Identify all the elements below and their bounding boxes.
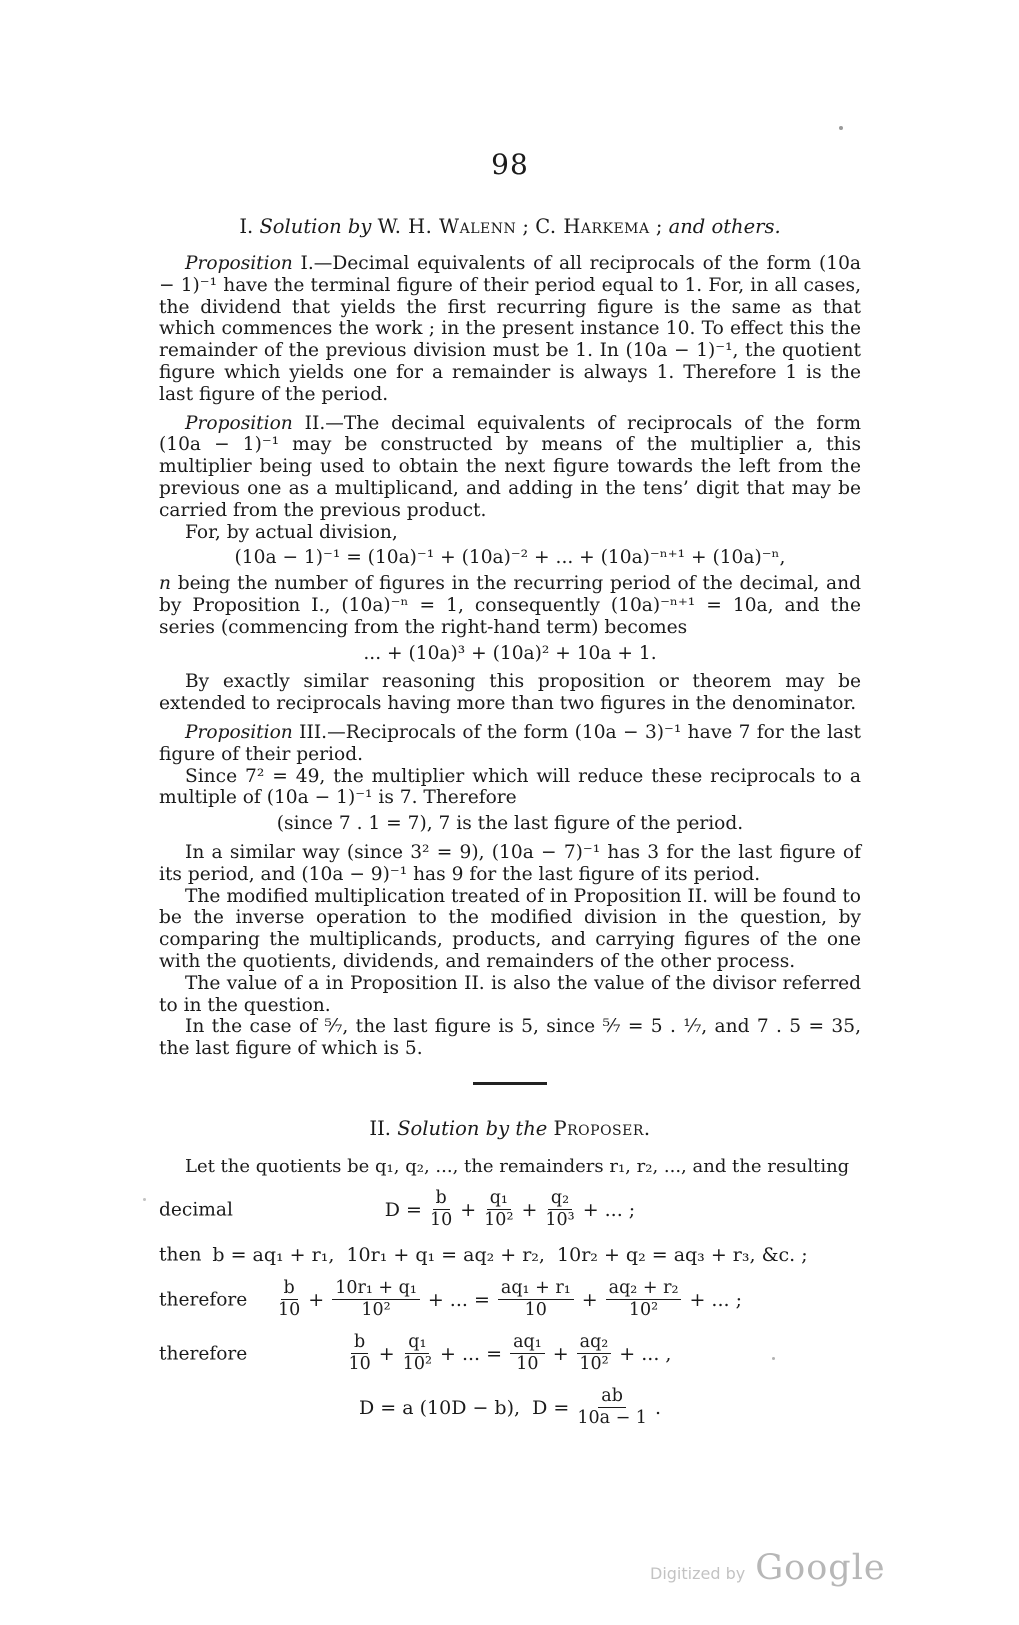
math-operator: + ... = <box>427 1288 490 1311</box>
paragraph-similar-reasoning: By exactly similar reasoning this proposition or theorem may be extended to reciprocals having more than two figures in the denominator. <box>159 671 861 715</box>
section1-heading <box>159 215 861 238</box>
equation-then <box>159 1244 861 1266</box>
fraction: $\frac{\text{q₁}}{\text{10²}}$ <box>484 1187 514 1231</box>
fraction: $\frac{\text{q₂}}{\text{10³}}$ <box>545 1187 575 1231</box>
section2-numeral: II. <box>369 1116 391 1140</box>
fraction: $\frac{\text{aq₁ + r₁}}{10}$ <box>498 1279 574 1321</box>
and-others-text: and others. <box>668 215 781 238</box>
variable-n: n <box>159 573 171 595</box>
section1-numeral: I. <box>239 215 254 238</box>
proposition-text: Decimal equivalents of all reciprocals of the form (10a − 1)⁻¹ have the terminal figure of their period equal to 1. For, in all cases, the dividend that yields the first recurring figure is the same as that which commences the work ; in the present instance 10. To effect this the remainder of the previous division must be 1. In (10a − 1)⁻¹, the quotient figure which yields one for a remainder is always 1. Therefore 1 is the last figure of the period. <box>159 253 861 405</box>
paragraph-let-quotients: Let the quotients be q₁, q₂, ..., the remainders r₁, r₂, ..., and the resulting <box>185 1155 850 1177</box>
paragraph-proposition-3 <box>159 722 861 766</box>
section-separator-rule <box>473 1082 547 1085</box>
equation-therefore-2 <box>159 1333 861 1375</box>
equation-label: therefore <box>159 1289 248 1311</box>
math-operator: + <box>581 1288 598 1311</box>
equation-since-7: (since 7 . 1 = 7), 7 is the last figure of the period. <box>276 813 744 835</box>
equation-row-therefore-2 <box>159 1332 861 1376</box>
math-body: b = aq₁ + r₁, 10r₁ + q₁ = aq₂ + r₂, 10r₂ + q₂ = aq₃ + r₃, &c. ; <box>212 1243 808 1266</box>
separator-semicolon: ; <box>522 215 529 238</box>
scan-speck <box>839 126 843 130</box>
proposition-number: I.— <box>292 253 333 274</box>
paragraph-n-definition <box>159 573 861 638</box>
fraction: $\frac{\text{aq₂}}{\text{10²}}$ <box>577 1333 612 1375</box>
paragraph-proposition-1 <box>159 253 861 406</box>
paragraph-proposition-2 <box>159 413 861 522</box>
proposition-lead: Proposition <box>185 721 293 743</box>
separator-semicolon: ; <box>655 215 663 238</box>
fraction: $\frac{ab}{10a - 1}$ <box>577 1385 647 1429</box>
fraction: $\frac{\text{10r₁ + q₁}}{\text{10²}}$ <box>332 1279 420 1321</box>
proposition-text: The decimal equivalents of reciprocals of the form (10a − 1)⁻¹ may be constructed by means of the multiplier a, this multiplier being used to obtain the next figure towards the left from the previous one as a multiplicand, and adding in the tens’ digit that may be carried from the previous product. <box>159 412 861 521</box>
equation-final <box>159 1387 861 1429</box>
math-tail: + ... ; <box>689 1288 742 1311</box>
digitized-by-google-watermark <box>650 1548 886 1588</box>
math-operator: + <box>521 1198 538 1221</box>
math-operator: + <box>378 1342 395 1365</box>
equation-row-then <box>159 1242 861 1268</box>
equation-row-final <box>159 1386 861 1430</box>
equation-therefore-1 <box>159 1279 861 1321</box>
math-tail: + ... , <box>619 1342 672 1365</box>
equation-division-series: (10a − 1)⁻¹ = (10a)⁻¹ + (10a)⁻² + ... + (10a)⁻ⁿ⁺¹ + (10a)⁻ⁿ, <box>234 547 786 569</box>
math-tail: + ... ; <box>582 1198 636 1221</box>
author-proposer: Proposer. <box>553 1116 651 1140</box>
section2-heading <box>159 1117 861 1140</box>
author-harkema: C. Harkema <box>535 215 650 238</box>
math-lhs: D = a (10D − b), D = <box>359 1396 570 1419</box>
paragraph-division-intro: For, by actual division, <box>185 521 398 543</box>
author-walenn: W. H. Walenn <box>377 215 517 238</box>
fraction: $\frac{b}{10}$ <box>348 1331 371 1375</box>
page-number: 98 <box>491 148 529 181</box>
math-operator: + <box>308 1288 325 1311</box>
scan-speck <box>143 1198 146 1201</box>
equation-row-therefore-1 <box>159 1278 861 1322</box>
digitized-by-label: Digitized by <box>650 1564 746 1583</box>
math-operator: + <box>460 1198 477 1221</box>
paragraph-value-of-a: The value of a in Proposition II. is also the value of the divisor referred to in the question. <box>159 972 861 1016</box>
equation-label: then <box>159 1244 202 1266</box>
paragraph-modified-multiplication: The modified multiplication treated of in Proposition II. will be found to be the inverse operation to the modified division in the question, by comparing the multiplicands, products, and carrying figures of the one with the quotients, dividends, and remainders of the other process. <box>159 885 861 972</box>
proposition-lead: Proposition <box>185 412 293 434</box>
proposition-lead: Proposition <box>185 253 293 274</box>
google-logo: Google <box>755 1548 886 1588</box>
math-tail: . <box>654 1396 661 1419</box>
equation-decimal <box>159 1189 861 1231</box>
fraction: $\frac{\text{aq₂ + r₂}}{\text{10²}}$ <box>606 1279 682 1321</box>
fraction: $\frac{\text{q₁}}{\text{10²}}$ <box>402 1331 433 1375</box>
proposition-number: III.— <box>292 721 346 743</box>
equation-row-decimal <box>159 1188 861 1232</box>
proposition-text: Reciprocals of the form (10a − 3)⁻¹ have 7 for the last figure of their period. <box>159 721 861 765</box>
math-operator: + ... = <box>440 1342 503 1365</box>
equation-label: decimal <box>159 1199 233 1221</box>
paragraph-case-five-sevenths: In the case of ⁵⁄₇, the last figure is 5, since ⁵⁄₇ = 5 . ¹⁄₇, and 7 . 5 = 35, the last figure of which is 5. <box>159 1016 861 1060</box>
paragraph-text: being the number of figures in the recurring period of the decimal, and by Proposition I., (10a)⁻ⁿ = 1, consequently (10a)⁻ⁿ⁺¹ = 10a, and the series (commencing from the right-hand term) becomes <box>159 573 861 638</box>
solution-by-text: Solution by the <box>397 1116 548 1140</box>
math-lhs: D = <box>384 1198 422 1221</box>
paragraph-similar-way: In a similar way (since 3² = 9), (10a − 7)⁻¹ has 3 for the last figure of its period, and (10a − 9)⁻¹ has 9 for the last figure of its period. <box>159 841 861 885</box>
paragraph-since-49: Since 7² = 49, the multiplier which will reduce these reciprocals to a multiple of (10a − 1)⁻¹ is 7. Therefore <box>159 765 861 809</box>
section-separator-wrap <box>159 1082 861 1085</box>
fraction: $\frac{b}{10}$ <box>277 1277 301 1321</box>
fraction: $\frac{\text{aq₁}}{10}$ <box>510 1333 545 1375</box>
math-operator: + <box>552 1342 569 1365</box>
solution-by-text: Solution by <box>259 215 372 238</box>
proposition-number: II.— <box>292 412 344 434</box>
fraction: $\frac{b}{10}$ <box>429 1187 453 1231</box>
equation-label: therefore <box>159 1343 248 1365</box>
book-page <box>159 148 861 1440</box>
equation-series-sum: ... + (10a)³ + (10a)² + 10a + 1. <box>363 642 657 664</box>
